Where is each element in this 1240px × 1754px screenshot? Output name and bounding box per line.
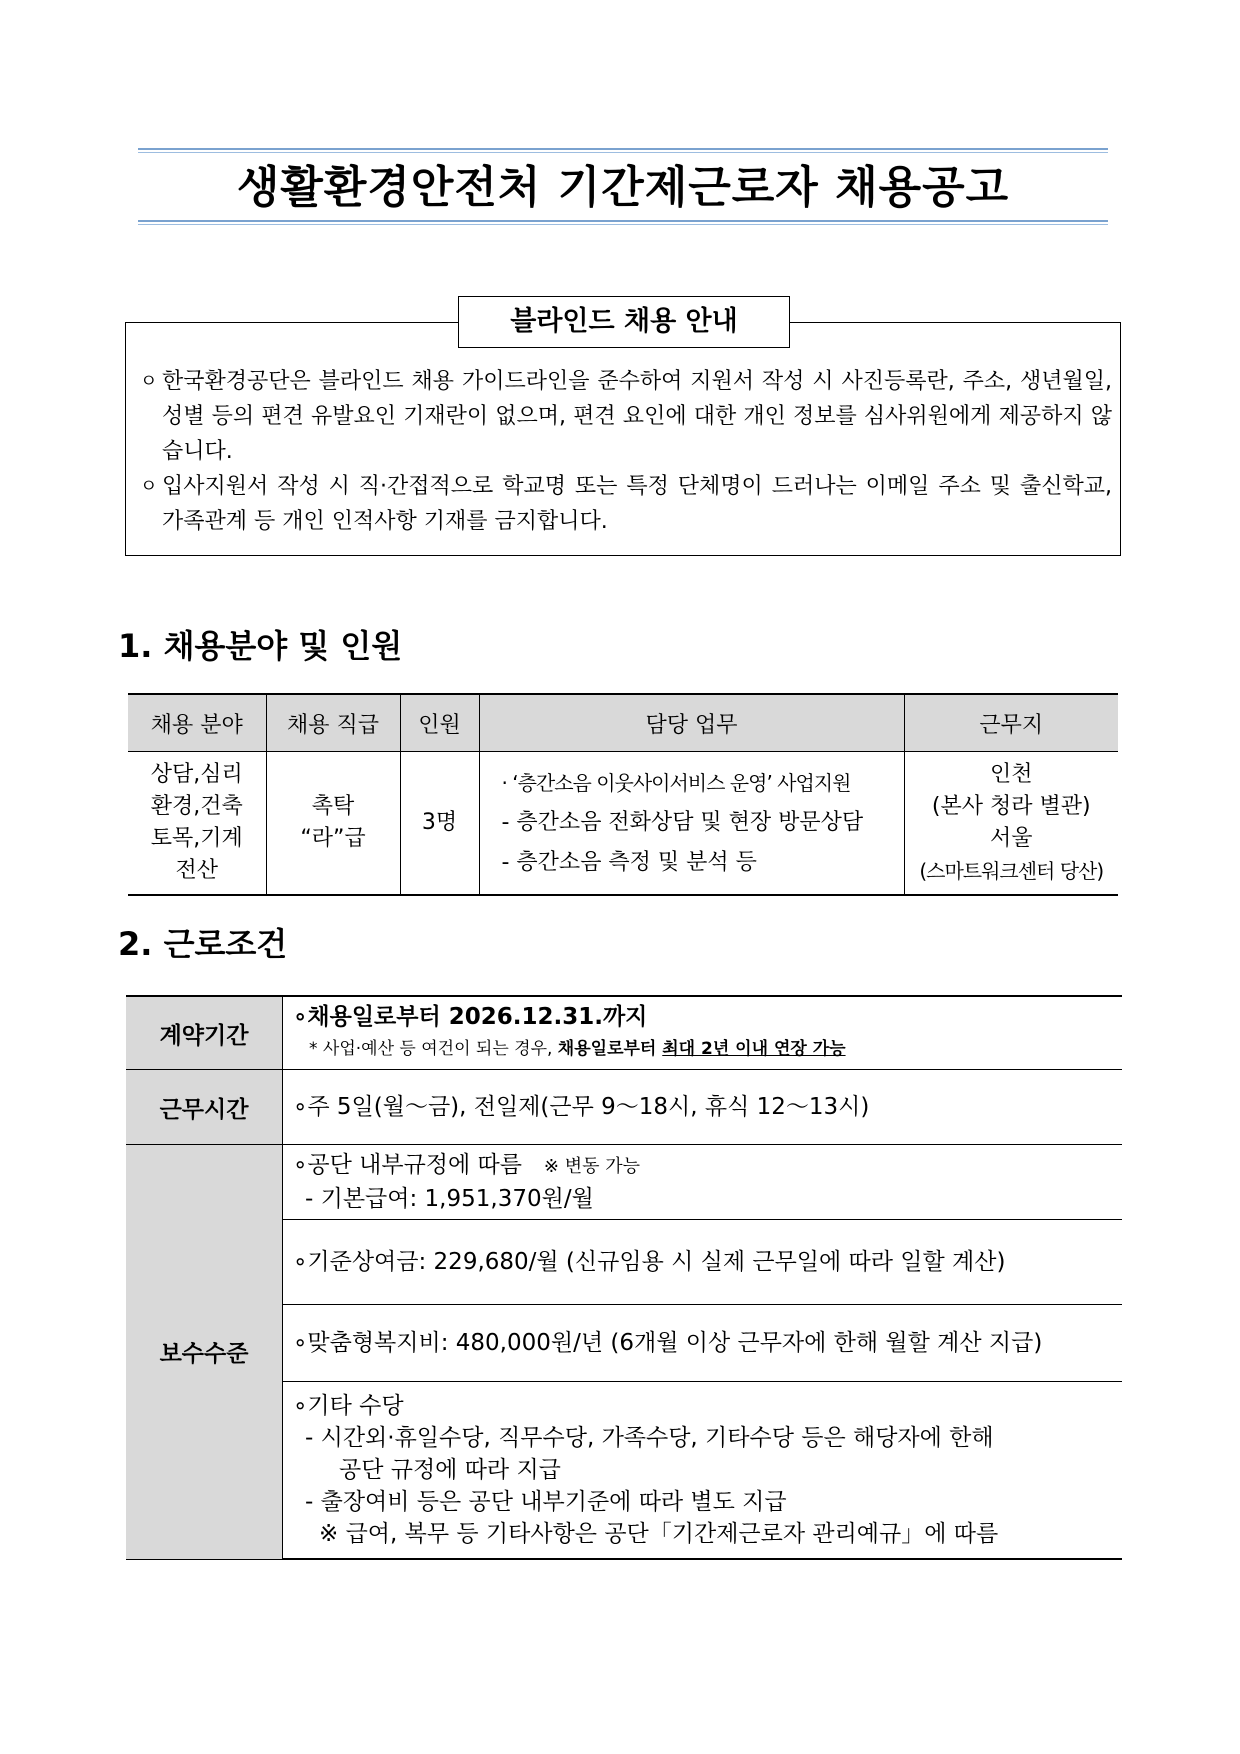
contract-cell: ∘채용일로부터 2026.12.31.까지 * 사업·예산 등 여건이 되는 경우, 채용일로부터 최대 2년 이내 연장 가능 xyxy=(283,996,1123,1070)
row-head-hours: 근무시간 xyxy=(126,1070,283,1145)
table-row xyxy=(126,1070,1122,1145)
title-bottom-rule xyxy=(138,220,1108,222)
table-header-row xyxy=(128,694,1118,752)
section-heading-conditions: 2. 근로조건 xyxy=(118,925,288,963)
bullet-mark: ㅇ xyxy=(140,476,158,497)
title-top-rule-thin xyxy=(138,152,1108,153)
hours-cell: ∘주 5일(월～금), 전일제(근무 9～18시, 휴식 12～13시) xyxy=(283,1070,1123,1145)
contract-note: * 사업·예산 등 여건이 되는 경우, 채용일로부터 최대 2년 이내 연장 가능 xyxy=(309,1039,846,1059)
section-heading-recruitment: 1. 채용분야 및 인원 xyxy=(118,627,403,665)
row-head-contract: 계약기간 xyxy=(126,996,283,1070)
cell-grade: 촉탁 “라”급 xyxy=(266,752,400,896)
pay-other-cell: ∘기타 수당 - 시간외·휴일수당, 직무수당, 가족수당, 기타수당 등은 해당자에 한해 공단 규정에 따라 지급 - 출장여비 등은 공단 내부기준에 따라 별도 지급 ※ 급여, 복무 등 기타사항은 공단「기간제근로자 관리예규」에 따름 xyxy=(283,1382,1123,1560)
title-bottom-rule-thin xyxy=(138,224,1108,225)
conditions-table xyxy=(126,995,1122,1560)
blind-notice-list xyxy=(140,364,1112,539)
pay-rule-cell: ∘공단 내부규정에 따름 ※ 변동 가능 - 기본급여: 1,951,370원/월 xyxy=(283,1145,1123,1220)
column-header: 채용 분야 xyxy=(128,694,266,752)
column-header: 담당 업무 xyxy=(479,694,904,752)
page-title: 생활환경안전처 기간제근로자 채용공고 xyxy=(236,162,1010,213)
table-row xyxy=(126,996,1122,1070)
table-row xyxy=(128,752,1118,896)
title-banner xyxy=(138,148,1108,228)
cell-count: 3명 xyxy=(400,752,479,896)
pay-welfare-cell: ∘맞춤형복지비: 480,000원/년 (6개월 이상 근무자에 한해 월할 계산 지급) xyxy=(283,1305,1123,1382)
cell-duties: · ‘층간소음 이웃사이서비스 운영’ 사업지원 - 층간소음 전화상담 및 현장 방문상담 - 층간소음 측정 및 분석 등 xyxy=(479,752,904,896)
table-row xyxy=(126,1145,1122,1220)
recruitment-table xyxy=(128,693,1118,896)
blind-notice-item: ㅇ 입사지원서 작성 시 직·간접적으로 학교명 또는 특정 단체명이 드러나는 이메일 주소 및 출신학교, 가족관계 등 개인 인적사항 기재를 금지합니다. xyxy=(140,469,1112,539)
cell-field: 상담,심리 환경,건축 토목,기계 전산 xyxy=(128,752,266,896)
bullet-mark: ㅇ xyxy=(140,371,158,392)
column-header: 근무지 xyxy=(904,694,1118,752)
cell-location: 인천 (본사 청라 별관) 서울 (스마트워크센터 당산) xyxy=(904,752,1118,896)
row-head-pay: 보수수준 xyxy=(126,1145,283,1560)
column-header: 채용 직급 xyxy=(266,694,400,752)
column-header: 인원 xyxy=(400,694,479,752)
blind-notice-item: ㅇ 한국환경공단은 블라인드 채용 가이드라인을 준수하여 지원서 작성 시 사진등록란, 주소, 생년월일, 성별 등의 편견 유발요인 기재란이 없으며, 편견 요인에 대한 개인 정보를 심사위원에게 제공하지 않습니다. xyxy=(140,364,1112,469)
pay-bonus-cell: ∘기준상여금: 229,680/월 (신규임용 시 실제 근무일에 따라 일할 계산) xyxy=(283,1220,1123,1305)
blind-notice-label: 블라인드 채용 안내 xyxy=(458,296,790,348)
title-top-rule xyxy=(138,148,1108,150)
